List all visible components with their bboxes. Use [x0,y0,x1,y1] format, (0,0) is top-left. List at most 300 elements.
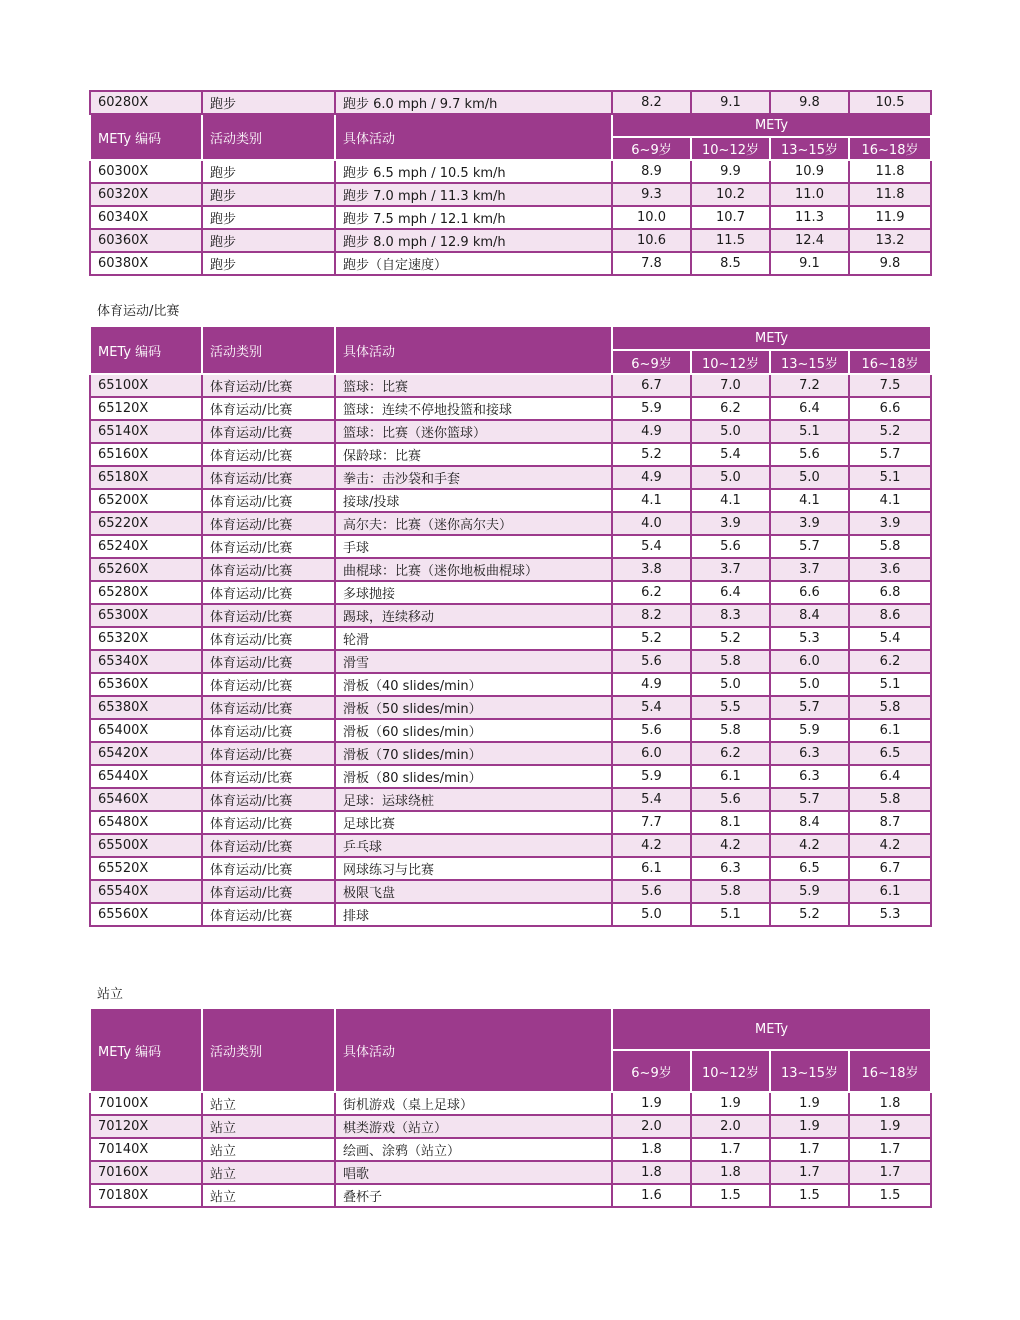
header-age: 6~9岁 [612,137,691,160]
value-cell: 6.4 [770,397,849,420]
activity-cell: 网球练习与比赛 [335,857,612,880]
code-cell: 65320X [90,627,202,650]
sports-rows [90,374,931,926]
activity-cell: 街机游戏（桌上足球） [335,1092,612,1115]
value-cell: 4.9 [612,466,691,489]
value-cell: 3.9 [691,512,770,535]
activity-cell: 轮滑 [335,627,612,650]
value-cell: 5.6 [691,788,770,811]
table-header-row [90,114,931,137]
value-cell: 5.9 [770,719,849,742]
category-cell: 体育运动/比赛 [202,535,335,558]
running-table [89,90,932,276]
value-cell: 1.5 [691,1184,770,1207]
code-cell: 65140X [90,420,202,443]
activity-cell: 多球抛接 [335,581,612,604]
value-cell: 1.7 [849,1161,931,1184]
header-code: METy 编码 [90,1008,202,1092]
code-cell: 65440X [90,765,202,788]
table-row [90,696,931,719]
table-row [90,857,931,880]
table-row [90,466,931,489]
value-cell: 6.6 [770,581,849,604]
value-cell: 8.4 [770,811,849,834]
value-cell: 6.2 [691,742,770,765]
header-mets: METy [612,326,931,350]
code-cell: 65160X [90,443,202,466]
value-cell: 8.7 [849,811,931,834]
activity-cell: 篮球：比赛 [335,374,612,397]
category-cell: 体育运动/比赛 [202,834,335,857]
activity-cell: 跑步 7.0 mph / 11.3 km/h [335,183,612,206]
value-cell: 3.9 [770,512,849,535]
code-cell: 70180X [90,1184,202,1207]
code-cell: 65520X [90,857,202,880]
table-row [90,229,931,252]
activity-cell: 手球 [335,535,612,558]
value-cell: 1.9 [770,1092,849,1115]
header-category: 活动类别 [202,326,335,374]
value-cell: 1.5 [849,1184,931,1207]
value-cell: 5.4 [612,535,691,558]
value-cell: 11.8 [849,183,931,206]
category-cell: 体育运动/比赛 [202,719,335,742]
value-cell: 5.7 [770,696,849,719]
value-cell: 1.8 [612,1138,691,1161]
value-cell: 9.1 [691,91,770,114]
value-cell: 5.4 [612,788,691,811]
table-row [90,1138,931,1161]
value-cell: 9.9 [691,160,770,183]
category-cell: 体育运动/比赛 [202,811,335,834]
value-cell: 1.8 [849,1092,931,1115]
value-cell: 5.0 [691,466,770,489]
code-cell: 65380X [90,696,202,719]
value-cell: 4.1 [612,489,691,512]
table-row [90,420,931,443]
value-cell: 5.9 [612,765,691,788]
header-age: 16~18岁 [849,137,931,160]
header-mets: METy [612,1008,931,1050]
activity-cell: 跑步 8.0 mph / 12.9 km/h [335,229,612,252]
table-row [90,183,931,206]
activity-cell: 篮球：连续不停地投篮和接球 [335,397,612,420]
activity-cell: 叠杯子 [335,1184,612,1207]
activity-cell: 排球 [335,903,612,926]
table-header-row [90,326,931,350]
code-cell: 65300X [90,604,202,627]
category-cell: 体育运动/比赛 [202,650,335,673]
value-cell: 6.3 [770,765,849,788]
value-cell: 8.9 [612,160,691,183]
header-age: 6~9岁 [612,350,691,374]
activity-cell: 跑步 7.5 mph / 12.1 km/h [335,206,612,229]
value-cell: 1.8 [691,1161,770,1184]
value-cell: 6.2 [849,650,931,673]
value-cell: 2.0 [612,1115,691,1138]
value-cell: 6.5 [849,742,931,765]
header-code: METy 编码 [90,114,202,160]
code-cell: 65360X [90,673,202,696]
code-cell: 65500X [90,834,202,857]
activity-cell: 唱歌 [335,1161,612,1184]
header-category: 活动类别 [202,1008,335,1092]
code-cell: 60320X [90,183,202,206]
table-row [90,880,931,903]
value-cell: 5.0 [770,673,849,696]
category-cell: 体育运动/比赛 [202,489,335,512]
code-cell: 65280X [90,581,202,604]
value-cell: 11.3 [770,206,849,229]
value-cell: 7.5 [849,374,931,397]
activity-cell: 乒乓球 [335,834,612,857]
header-mets: METy [612,114,931,137]
code-cell: 60360X [90,229,202,252]
activity-cell: 绘画、涂鸦（站立） [335,1138,612,1161]
value-cell: 5.2 [849,420,931,443]
value-cell: 5.2 [691,627,770,650]
value-cell: 5.8 [849,696,931,719]
code-cell: 65240X [90,535,202,558]
value-cell: 5.1 [849,466,931,489]
value-cell: 5.6 [691,535,770,558]
table-row [90,558,931,581]
value-cell: 5.2 [770,903,849,926]
value-cell: 1.7 [691,1138,770,1161]
value-cell: 3.6 [849,558,931,581]
table-row [90,397,931,420]
value-cell: 5.8 [691,719,770,742]
activity-cell: 跑步 6.5 mph / 10.5 km/h [335,160,612,183]
value-cell: 6.0 [770,650,849,673]
value-cell: 8.6 [849,604,931,627]
table-header-row [90,1008,931,1050]
table-row [90,903,931,926]
value-cell: 13.2 [849,229,931,252]
activity-cell: 棋类游戏（站立） [335,1115,612,1138]
activity-cell: 篮球：比赛（迷你篮球） [335,420,612,443]
category-cell: 体育运动/比赛 [202,788,335,811]
value-cell: 4.9 [612,420,691,443]
value-cell: 4.1 [770,489,849,512]
header-age: 16~18岁 [849,350,931,374]
value-cell: 1.7 [770,1138,849,1161]
value-cell: 4.0 [612,512,691,535]
code-cell: 65200X [90,489,202,512]
code-cell: 70140X [90,1138,202,1161]
value-cell: 4.1 [849,489,931,512]
value-cell: 6.7 [849,857,931,880]
value-cell: 10.9 [770,160,849,183]
category-cell: 体育运动/比赛 [202,374,335,397]
table-row [90,206,931,229]
category-cell: 体育运动/比赛 [202,443,335,466]
activity-cell: 滑板（40 slides/min） [335,673,612,696]
value-cell: 5.6 [612,650,691,673]
code-cell: 65340X [90,650,202,673]
value-cell: 3.7 [770,558,849,581]
category-cell: 体育运动/比赛 [202,420,335,443]
header-age: 10~12岁 [691,137,770,160]
code-cell: 65420X [90,742,202,765]
category-cell: 跑步 [202,252,335,275]
value-cell: 11.8 [849,160,931,183]
table-row [90,1092,931,1115]
header-activity: 具体活动 [335,114,612,160]
value-cell: 9.3 [612,183,691,206]
category-cell: 体育运动/比赛 [202,696,335,719]
value-cell: 11.9 [849,206,931,229]
header-age: 16~18岁 [849,1050,931,1092]
value-cell: 11.0 [770,183,849,206]
activity-cell: 踢球，连续移动 [335,604,612,627]
category-cell: 站立 [202,1184,335,1207]
value-cell: 6.4 [849,765,931,788]
category-cell: 体育运动/比赛 [202,627,335,650]
value-cell: 5.4 [612,696,691,719]
activity-cell: 跑步 6.0 mph / 9.7 km/h [335,91,612,114]
value-cell: 5.3 [770,627,849,650]
value-cell: 8.4 [770,604,849,627]
value-cell: 4.9 [612,673,691,696]
value-cell: 3.8 [612,558,691,581]
value-cell: 6.0 [612,742,691,765]
table-row [90,160,931,183]
value-cell: 5.8 [691,650,770,673]
value-cell: 5.2 [612,443,691,466]
activity-cell: 跑步（自定速度） [335,252,612,275]
category-cell: 体育运动/比赛 [202,765,335,788]
sports-table [89,325,932,927]
table-row [90,627,931,650]
value-cell: 6.7 [612,374,691,397]
category-cell: 站立 [202,1138,335,1161]
table-row [90,719,931,742]
code-cell: 65560X [90,903,202,926]
header-category: 活动类别 [202,114,335,160]
table-row [90,650,931,673]
code-cell: 70120X [90,1115,202,1138]
value-cell: 5.5 [691,696,770,719]
value-cell: 10.2 [691,183,770,206]
value-cell: 6.1 [849,880,931,903]
category-cell: 跑步 [202,229,335,252]
table-row [90,443,931,466]
value-cell: 6.1 [612,857,691,880]
value-cell: 4.2 [691,834,770,857]
value-cell: 5.1 [770,420,849,443]
category-cell: 体育运动/比赛 [202,742,335,765]
value-cell: 1.7 [770,1161,849,1184]
value-cell: 5.3 [849,903,931,926]
value-cell: 2.0 [691,1115,770,1138]
value-cell: 5.7 [770,788,849,811]
activity-cell: 滑板（60 slides/min） [335,719,612,742]
category-cell: 跑步 [202,160,335,183]
value-cell: 5.2 [612,627,691,650]
activity-cell: 足球比赛 [335,811,612,834]
value-cell: 5.8 [691,880,770,903]
table-row [90,765,931,788]
value-cell: 8.2 [612,604,691,627]
value-cell: 1.7 [849,1138,931,1161]
table-row [90,374,931,397]
category-cell: 体育运动/比赛 [202,857,335,880]
code-cell: 65540X [90,880,202,903]
value-cell: 8.2 [612,91,691,114]
table-row [90,489,931,512]
category-cell: 体育运动/比赛 [202,903,335,926]
header-age: 13~15岁 [770,1050,849,1092]
table-row [90,742,931,765]
header-activity: 具体活动 [335,1008,612,1092]
value-cell: 5.7 [770,535,849,558]
value-cell: 4.2 [849,834,931,857]
code-cell: 60380X [90,252,202,275]
code-cell: 65220X [90,512,202,535]
value-cell: 5.1 [691,903,770,926]
table-row [90,91,931,114]
value-cell: 1.5 [770,1184,849,1207]
section-title-sports: 体育运动/比赛 [97,304,180,319]
activity-cell: 滑板（50 slides/min） [335,696,612,719]
category-cell: 体育运动/比赛 [202,512,335,535]
value-cell: 10.5 [849,91,931,114]
category-cell: 跑步 [202,91,335,114]
value-cell: 5.8 [849,788,931,811]
header-age: 13~15岁 [770,350,849,374]
value-cell: 5.9 [612,397,691,420]
value-cell: 5.4 [691,443,770,466]
category-cell: 体育运动/比赛 [202,673,335,696]
standing-table [89,1007,932,1208]
header-code: METy 编码 [90,326,202,374]
header-age: 6~9岁 [612,1050,691,1092]
code-cell: 70160X [90,1161,202,1184]
table-row [90,512,931,535]
value-cell: 5.0 [770,466,849,489]
value-cell: 11.5 [691,229,770,252]
code-cell: 70100X [90,1092,202,1115]
value-cell: 7.8 [612,252,691,275]
value-cell: 3.7 [691,558,770,581]
activity-cell: 拳击：击沙袋和手套 [335,466,612,489]
code-cell: 65180X [90,466,202,489]
value-cell: 8.1 [691,811,770,834]
category-cell: 体育运动/比赛 [202,880,335,903]
value-cell: 5.6 [612,880,691,903]
value-cell: 10.0 [612,206,691,229]
table-row [90,604,931,627]
header-activity: 具体活动 [335,326,612,374]
value-cell: 5.7 [849,443,931,466]
code-cell: 60280X [90,91,202,114]
value-cell: 4.2 [612,834,691,857]
code-cell: 65100X [90,374,202,397]
category-cell: 体育运动/比赛 [202,581,335,604]
value-cell: 10.6 [612,229,691,252]
table-row [90,581,931,604]
category-cell: 站立 [202,1092,335,1115]
value-cell: 9.8 [770,91,849,114]
value-cell: 6.8 [849,581,931,604]
value-cell: 5.9 [770,880,849,903]
code-cell: 65260X [90,558,202,581]
table-row [90,788,931,811]
category-cell: 站立 [202,1161,335,1184]
header-age: 13~15岁 [770,137,849,160]
code-cell: 65400X [90,719,202,742]
value-cell: 1.6 [612,1184,691,1207]
value-cell: 7.0 [691,374,770,397]
value-cell: 9.1 [770,252,849,275]
value-cell: 8.5 [691,252,770,275]
value-cell: 5.4 [849,627,931,650]
value-cell: 6.5 [770,857,849,880]
category-cell: 体育运动/比赛 [202,397,335,420]
activity-cell: 高尔夫：比赛（迷你高尔夫） [335,512,612,535]
section-title-standing: 站立 [97,987,124,1002]
activity-cell: 滑板（70 slides/min） [335,742,612,765]
value-cell: 6.3 [691,857,770,880]
value-cell: 7.7 [612,811,691,834]
running-rows [90,160,931,275]
table-row [90,673,931,696]
code-cell: 65480X [90,811,202,834]
value-cell: 5.0 [691,673,770,696]
activity-cell: 曲棍球：比赛（迷你地板曲棍球） [335,558,612,581]
code-cell: 60340X [90,206,202,229]
value-cell: 6.1 [691,765,770,788]
table-row [90,834,931,857]
activity-cell: 极限飞盘 [335,880,612,903]
activity-cell: 接球/投球 [335,489,612,512]
activity-cell: 保龄球：比赛 [335,443,612,466]
value-cell: 5.8 [849,535,931,558]
category-cell: 体育运动/比赛 [202,558,335,581]
value-cell: 6.1 [849,719,931,742]
table-row [90,1161,931,1184]
category-cell: 站立 [202,1115,335,1138]
table-row [90,1184,931,1207]
value-cell: 8.3 [691,604,770,627]
value-cell: 7.2 [770,374,849,397]
value-cell: 6.6 [849,397,931,420]
code-cell: 65120X [90,397,202,420]
value-cell: 6.4 [691,581,770,604]
value-cell: 5.0 [691,420,770,443]
activity-cell: 滑板（80 slides/min） [335,765,612,788]
standing-rows [90,1092,931,1207]
category-cell: 跑步 [202,183,335,206]
table-row [90,1115,931,1138]
value-cell: 5.0 [612,903,691,926]
value-cell: 1.8 [612,1161,691,1184]
value-cell: 1.9 [849,1115,931,1138]
value-cell: 4.2 [770,834,849,857]
value-cell: 5.1 [849,673,931,696]
activity-cell: 足球：运球绕桩 [335,788,612,811]
value-cell: 1.9 [691,1092,770,1115]
activity-cell: 滑雪 [335,650,612,673]
value-cell: 10.7 [691,206,770,229]
value-cell: 1.9 [612,1092,691,1115]
table-row [90,252,931,275]
value-cell: 6.2 [691,397,770,420]
value-cell: 9.8 [849,252,931,275]
value-cell: 6.2 [612,581,691,604]
category-cell: 体育运动/比赛 [202,604,335,627]
